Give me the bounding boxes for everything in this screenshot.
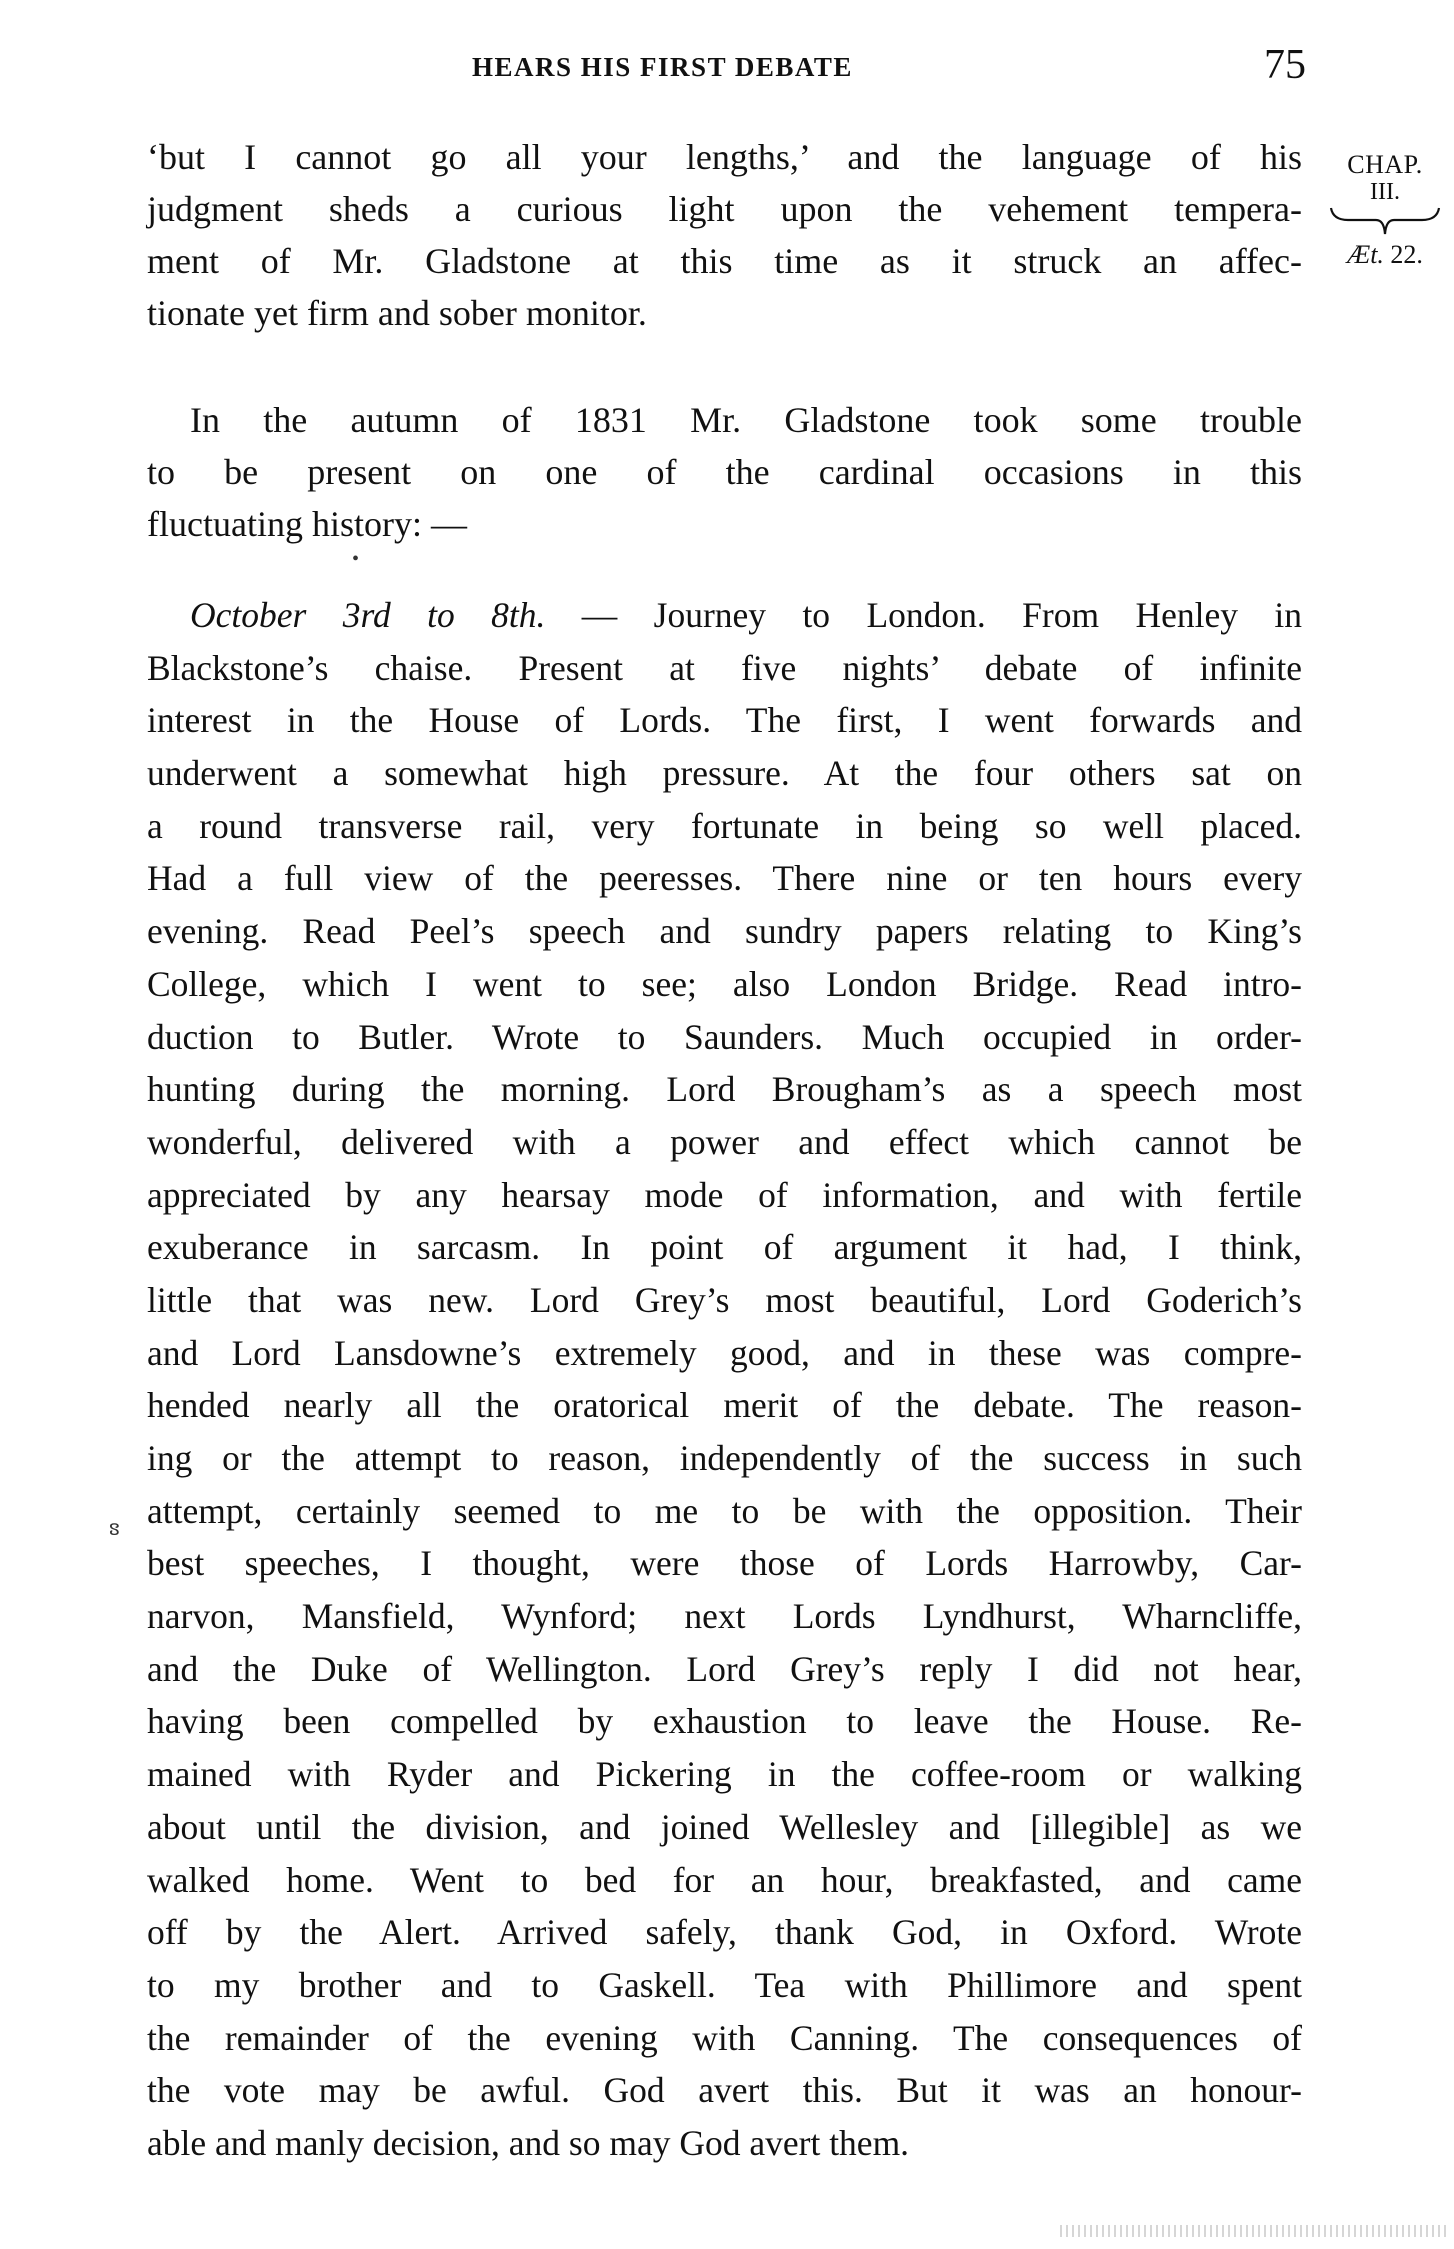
age-value: 22. bbox=[1390, 240, 1423, 269]
text-line: and Lord Lansdowne’s extremely good, and in these was compre- bbox=[147, 1332, 1302, 1373]
age-note bbox=[1320, 240, 1450, 270]
text-line: appreciated by any hearsay mode of information, and with fertile bbox=[147, 1174, 1302, 1215]
text-line: little that was new. Lord Grey’s most beautiful, Lord Goderich’s bbox=[147, 1279, 1302, 1320]
diary-extract bbox=[147, 589, 1302, 2170]
text-line: and the Duke of Wellington. Lord Grey’s reply I did not hear, bbox=[147, 1648, 1302, 1689]
running-head: HEARS HIS FIRST DEBATE bbox=[472, 52, 853, 82]
chapter-label: CHAP. bbox=[1347, 150, 1423, 179]
text-line: narvon, Mansfield, Wynford; next Lords Lyndhurst, Wharncliffe, bbox=[147, 1596, 1302, 1637]
text-line: mained with Ryder and Pickering in the coffee-room or walking bbox=[147, 1754, 1302, 1795]
paragraph-continuation bbox=[147, 131, 1302, 339]
text-line: the vote may be awful. God avert this. But it was an honour- bbox=[147, 2070, 1302, 2111]
text-line: underwent a somewhat high pressure. At the four others sat on bbox=[147, 753, 1302, 794]
text-line: to be present on one of the cardinal occasions in this bbox=[147, 452, 1302, 492]
text-line: interest in the House of Lords. The first, I went forwards and bbox=[147, 700, 1302, 741]
diary-first-line: October 3rd to 8th. — Journey to London. From Henley in bbox=[190, 595, 1302, 635]
text-line: wonderful, delivered with a power and effect which cannot be bbox=[147, 1121, 1302, 1162]
curly-brace-icon bbox=[1328, 206, 1442, 236]
text-line: ment of Mr. Gladstone at this time as it struck an affec- bbox=[147, 241, 1302, 281]
text-line: ing or the attempt to reason, independently of the success in such bbox=[147, 1438, 1302, 1478]
age-prefix: Æt. bbox=[1347, 240, 1384, 269]
chapter-number: III. bbox=[1370, 179, 1400, 205]
text-line: able and manly decision, and so may God avert them. bbox=[147, 2122, 910, 2163]
text-line: about until the division, and joined Wellesley and [illegible] as we bbox=[147, 1806, 1302, 1847]
text-line: ‘but I cannot go all your lengths,’ and the language of his bbox=[147, 137, 1302, 177]
text-line: having been compelled by exhaustion to leave the House. Re- bbox=[147, 1701, 1302, 1742]
text-line: best speeches, I thought, were those of Lords Harrowby, Car- bbox=[147, 1543, 1302, 1584]
text-line: walked home. Went to bed for an hour, breakfasted, and came bbox=[147, 1859, 1302, 1900]
stray-mark: ៜ bbox=[108, 1518, 122, 1540]
scan-noise bbox=[1060, 2225, 1450, 2237]
text-line: Blackstone’s chaise. Present at five nights’ debate of infinite bbox=[147, 647, 1302, 688]
text-line: the remainder of the evening with Canning. The consequences of bbox=[147, 2017, 1302, 2058]
text-line: hunting during the morning. Lord Brougham’s as a speech most bbox=[147, 1069, 1302, 1110]
text-line: fluctuating history: — bbox=[147, 504, 467, 544]
margin-note bbox=[1320, 150, 1450, 270]
text-line: duction to Butler. Wrote to Saunders. Much occupied in order- bbox=[147, 1016, 1302, 1057]
text-line: Had a full view of the peeresses. There nine or ten hours every bbox=[147, 858, 1302, 899]
text-line: exuberance in sarcasm. In point of argument it had, I think, bbox=[147, 1227, 1302, 1268]
text-line: to my brother and to Gaskell. Tea with Phillimore and spent bbox=[147, 1964, 1302, 2005]
text-line: hended nearly all the oratorical merit of the debate. The reason- bbox=[147, 1385, 1302, 1426]
text-line: judgment sheds a curious light upon the vehement tempera- bbox=[147, 189, 1302, 229]
page-number: 75 bbox=[1264, 42, 1306, 88]
text-line: a round transverse rail, very fortunate in being so well placed. bbox=[147, 805, 1302, 846]
text-line: tionate yet firm and sober monitor. bbox=[147, 293, 647, 333]
text-line: attempt, certainly seemed to me to be with the opposition. Their bbox=[147, 1490, 1302, 1531]
text-line: evening. Read Peel’s speech and sundry papers relating to King’s bbox=[147, 911, 1302, 952]
text-line: off by the Alert. Arrived safely, thank God, in Oxford. Wrote bbox=[147, 1912, 1302, 1953]
text-line: College, which I went to see; also London Bridge. Read intro- bbox=[147, 963, 1302, 1004]
text-line: In the autumn of 1831 Mr. Gladstone took some trouble bbox=[190, 400, 1302, 440]
stray-mark: • bbox=[352, 548, 360, 570]
paragraph-autumn-1831 bbox=[147, 394, 1302, 550]
diary-date: October 3rd to 8th. bbox=[190, 595, 546, 635]
